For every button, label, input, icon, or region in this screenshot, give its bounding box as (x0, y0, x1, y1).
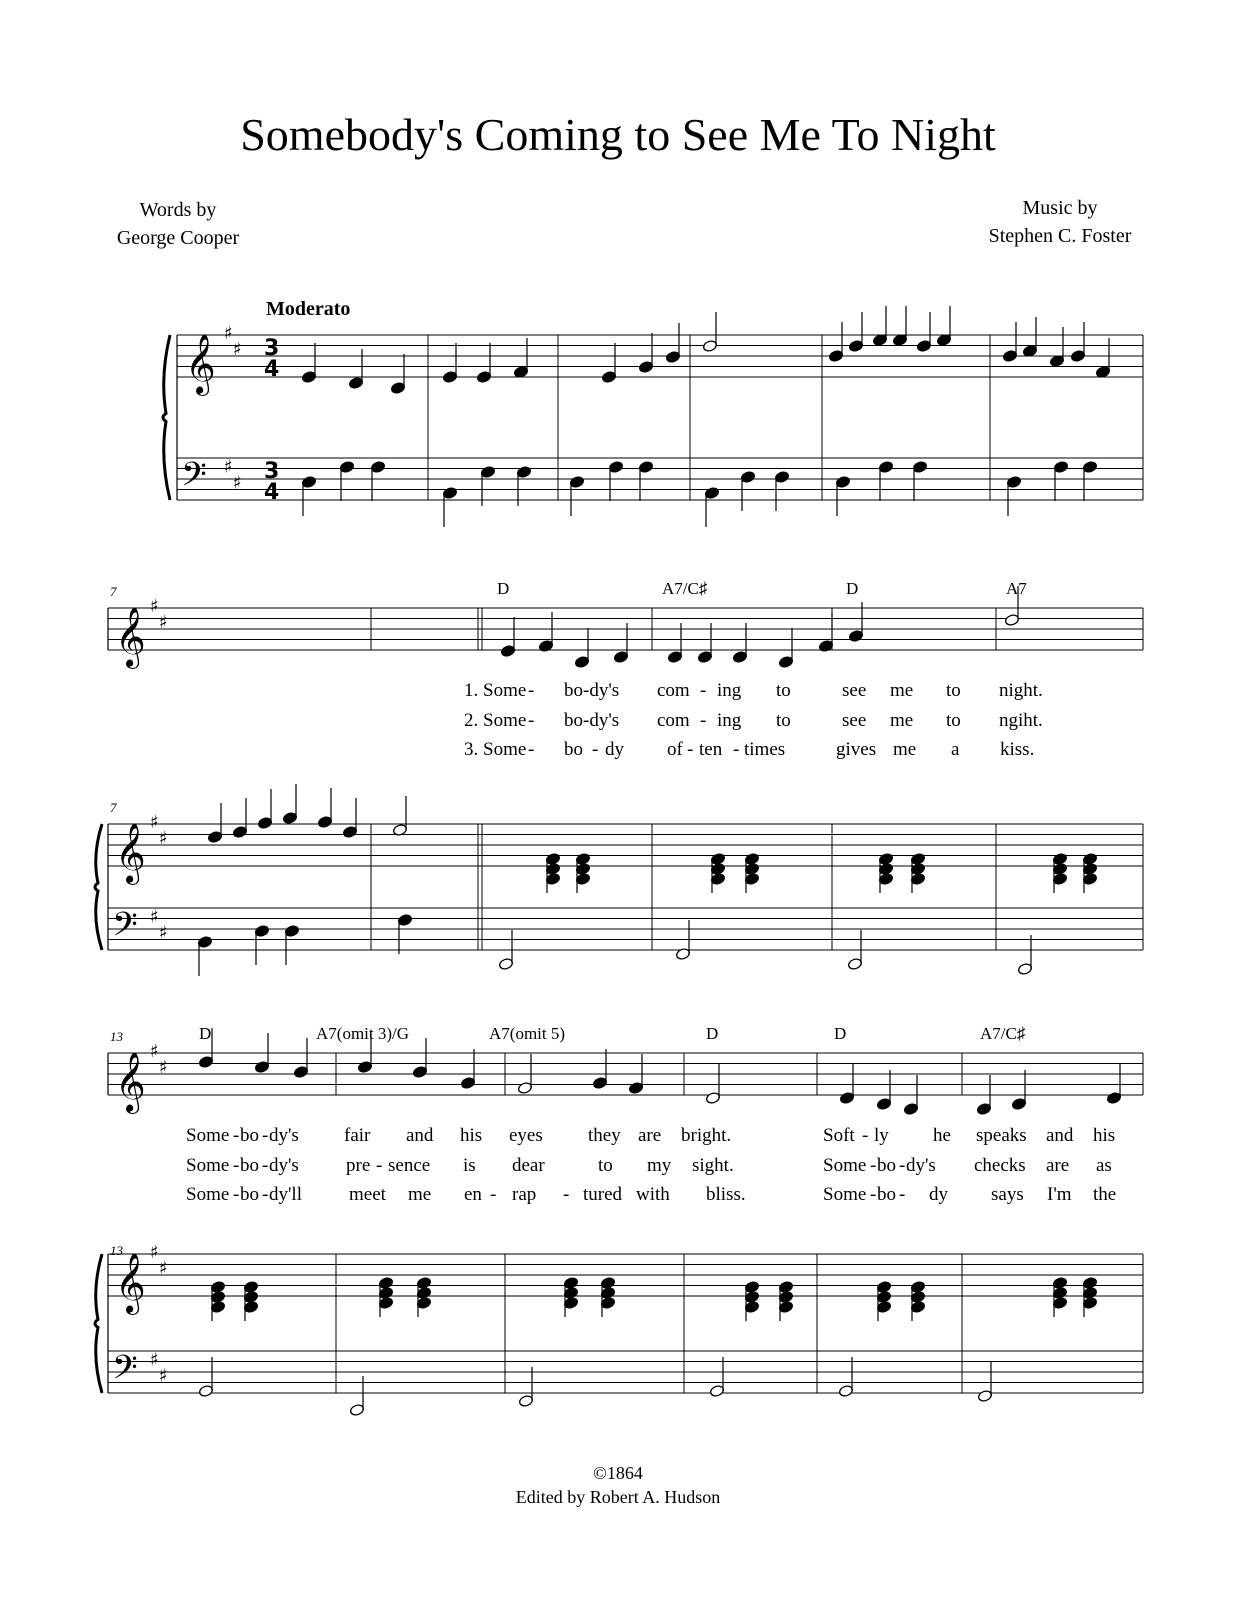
note-head (545, 852, 560, 865)
note-head (1052, 1276, 1067, 1289)
note-head (254, 924, 269, 937)
note-head (1082, 460, 1097, 473)
half-note (517, 1081, 532, 1094)
note-head (198, 1055, 213, 1068)
note-head (378, 1286, 393, 1299)
lyric-syllable: the (1093, 1184, 1117, 1205)
words-credit-label: Words by (139, 199, 217, 221)
note-head (613, 650, 628, 663)
note-head (243, 1290, 258, 1303)
note-head (197, 935, 212, 948)
sharp-sign: ♯ (150, 1041, 159, 1062)
lyric-syllable: see (842, 710, 867, 731)
lyric-syllable: to (776, 680, 791, 701)
note-head (412, 1065, 427, 1078)
half-note (847, 957, 862, 970)
lyric-syllable: are (638, 1125, 662, 1146)
note-head (563, 1286, 578, 1299)
lyric-hyphen: - (262, 1184, 269, 1205)
note-head (710, 872, 725, 885)
note-head (910, 872, 925, 885)
lyric-syllable: bo (240, 1184, 259, 1205)
note-head (575, 862, 590, 875)
lyric-syllable: bo (877, 1155, 896, 1176)
brace (95, 824, 102, 950)
sharp-sign: ♯ (159, 1365, 168, 1387)
note-head (257, 816, 272, 829)
lyric-hyphen: - (899, 1155, 906, 1176)
chord-symbol: D (199, 1024, 212, 1043)
treble-clef: 𝄞 (115, 607, 146, 667)
lyric-syllable: of (667, 739, 683, 760)
sharp-sign: ♯ (159, 612, 168, 633)
lyric-syllable: me (893, 739, 917, 760)
sharp-sign: ♯ (150, 1242, 159, 1263)
lyric-hyphen: - (376, 1155, 383, 1176)
note-head (818, 639, 833, 652)
sharp-sign: ♯ (150, 906, 159, 928)
lyric-hyphen: - (262, 1125, 269, 1146)
note-head (608, 460, 623, 473)
note-head (293, 1065, 308, 1078)
note-head (254, 1060, 269, 1073)
note-head (710, 862, 725, 875)
note-head (1082, 872, 1097, 885)
lyric-syllable: dy (929, 1184, 948, 1205)
lyric-syllable: is (463, 1155, 476, 1176)
note-head (910, 862, 925, 875)
brace (163, 335, 170, 500)
staff-lines (95, 335, 1143, 1393)
note-head (665, 350, 680, 363)
bass-clef: 𝄢 (112, 1349, 138, 1395)
note-head (835, 475, 850, 488)
lyric-syllable: I'm (1047, 1184, 1072, 1205)
chord-symbol: A7(omit 3)/G (316, 1024, 410, 1043)
lyric-hyphen: - (262, 1155, 269, 1176)
note-head (592, 1076, 607, 1089)
lyricist-name: George Cooper (116, 227, 240, 249)
lyric-hyphen: - (899, 1184, 906, 1205)
lyric-syllable: pre (346, 1155, 371, 1176)
lyric-syllable: dy's (906, 1155, 936, 1176)
note-head (1082, 862, 1097, 875)
note-head (910, 1300, 925, 1313)
lyric-syllable: to (946, 710, 961, 731)
note-head (378, 1276, 393, 1289)
note-head (348, 376, 363, 389)
note-head (207, 830, 222, 843)
copyright-year: ©1864 (593, 1463, 643, 1483)
note-head (600, 1276, 615, 1289)
lyric-syllable: to (946, 680, 961, 701)
note-head (876, 1290, 891, 1303)
note-head (878, 852, 893, 865)
sharp-sign: ♯ (159, 922, 168, 944)
half-note (675, 947, 690, 960)
note-head (232, 825, 247, 838)
note-head (357, 1060, 372, 1073)
lyric-syllable: dy (605, 739, 624, 760)
lyric-hyphen: - (862, 1125, 869, 1146)
lyric-syllable: rap (512, 1184, 537, 1205)
lyric-syllable: eyes (509, 1125, 543, 1146)
sharp-sign: ♯ (159, 1057, 168, 1078)
lyric-syllable: as (1096, 1155, 1112, 1176)
lyric-hyphen: - (528, 710, 535, 731)
lyric-syllable: bliss. (706, 1184, 746, 1205)
measure-number: 7 (110, 584, 117, 599)
note-head (744, 852, 759, 865)
note-head (744, 1290, 759, 1303)
lyric-syllable: en (464, 1184, 482, 1205)
note-head (778, 1280, 793, 1293)
note-head (878, 862, 893, 875)
note-head (282, 811, 297, 824)
lyric-syllable: com (657, 710, 690, 731)
note-head (910, 852, 925, 865)
half-note (709, 1384, 724, 1397)
note-head (563, 1276, 578, 1289)
lyric-syllable: bo-dy's (564, 680, 620, 701)
note-head (1052, 852, 1067, 865)
editor-credit: Edited by Robert A. Hudson (515, 1487, 721, 1507)
note-head (1082, 852, 1097, 865)
chord-symbol: A7 (1006, 579, 1027, 598)
note-head (480, 465, 495, 478)
lyric-syllable: ngiht. (999, 710, 1043, 731)
lyric-syllable: says (991, 1184, 1024, 1205)
note-head (342, 825, 357, 838)
note-head (569, 475, 584, 488)
lyric-hyphen: - (870, 1184, 877, 1205)
note-head (1070, 349, 1085, 362)
lyric-hyphen: - (233, 1155, 240, 1176)
lyric-syllable: bo (564, 739, 583, 760)
lyric-syllable: meet (349, 1184, 386, 1205)
time-sig-bottom: 4 (264, 357, 280, 382)
lyric-syllable: and (406, 1125, 434, 1146)
lyric-syllable: his (1093, 1125, 1116, 1146)
lyric-syllable: he (933, 1125, 951, 1146)
half-note (838, 1384, 853, 1397)
note-head (876, 1300, 891, 1313)
note-head (575, 852, 590, 865)
sharp-sign: ♯ (150, 1349, 159, 1371)
note-head (778, 655, 793, 668)
note-head (848, 629, 863, 642)
music-symbols (112, 323, 279, 1395)
note-head (848, 339, 863, 352)
note-head (704, 486, 719, 499)
lyric-syllable: dy's (269, 1155, 299, 1176)
note-head (1052, 872, 1067, 885)
lyric-hyphen: - (563, 1184, 570, 1205)
lyric-hyphen: - (870, 1155, 877, 1176)
chord-symbol: A7/C♯ (980, 1024, 1026, 1043)
note-head (1011, 1097, 1026, 1110)
half-note (1004, 613, 1019, 626)
lyric-hyphen: - (528, 739, 535, 760)
lyric-syllable: Some (186, 1125, 230, 1146)
note-head (397, 913, 412, 926)
chord-symbol: D (706, 1024, 719, 1043)
song-title: Somebody's Coming to See Me To Night (240, 109, 996, 160)
lyric-syllable: dy'll (269, 1184, 302, 1205)
note-head (538, 639, 553, 652)
lyric-syllable: speaks (976, 1125, 1027, 1146)
note-head (500, 644, 515, 657)
lyric-syllable: ing (717, 680, 742, 701)
tempo-marking: Moderato (266, 298, 351, 320)
note-head (1052, 1296, 1067, 1309)
lyric-syllable: 1. Some (464, 680, 527, 701)
chord-symbol: D (834, 1024, 847, 1043)
note-head (442, 370, 457, 383)
lyric-syllable: dear (512, 1155, 545, 1176)
lyric-syllable: ten (699, 739, 723, 760)
lyric-syllable: bo (877, 1184, 896, 1205)
sharp-sign: ♯ (224, 456, 233, 478)
time-sig-top: 3 (264, 336, 280, 361)
lyric-syllable: Some (823, 1184, 867, 1205)
chord-symbol: D (846, 579, 859, 598)
lyric-syllable: night. (999, 680, 1043, 701)
lyric-syllable: a (951, 739, 960, 760)
sharp-sign: ♯ (150, 596, 159, 617)
note-head (284, 924, 299, 937)
note-head (442, 486, 457, 499)
notes (197, 306, 1121, 1417)
sharp-sign: ♯ (233, 472, 242, 494)
lyric-syllable: to (776, 710, 791, 731)
half-note (1017, 962, 1032, 975)
half-note (705, 1091, 720, 1104)
note-head (1082, 1286, 1097, 1299)
sharp-sign: ♯ (233, 339, 242, 360)
note-head (601, 370, 616, 383)
lyric-hyphen: - (700, 680, 707, 701)
note-head (574, 655, 589, 668)
note-head (876, 1097, 891, 1110)
bass-clef: 𝄢 (112, 906, 138, 952)
note-head (301, 475, 316, 488)
lyric-syllable: to (598, 1155, 613, 1176)
note-head (976, 1102, 991, 1115)
lyric-syllable: bo (240, 1155, 259, 1176)
note-head (563, 1296, 578, 1309)
lyric-syllable: bo (240, 1125, 259, 1146)
half-note (498, 957, 513, 970)
lyric-syllable: Some (186, 1184, 230, 1205)
half-note (977, 1389, 992, 1402)
lyric-hyphen: - (700, 710, 707, 731)
note-head (1106, 1091, 1121, 1104)
note-head (545, 872, 560, 885)
note-head (667, 650, 682, 663)
note-head (744, 1280, 759, 1293)
note-head (876, 1280, 891, 1293)
lyric-syllable: me (890, 680, 914, 701)
note-head (210, 1280, 225, 1293)
note-head (476, 370, 491, 383)
sharp-sign: ♯ (159, 1258, 168, 1279)
lyric-hyphen: - (528, 680, 535, 701)
note-head (910, 1280, 925, 1293)
lyric-syllable: ly (874, 1125, 889, 1146)
note-head (638, 460, 653, 473)
note-head (774, 470, 789, 483)
treble-clef: 𝄞 (185, 334, 216, 394)
note-head (390, 381, 405, 394)
half-note (518, 1394, 533, 1407)
note-head (916, 339, 931, 352)
note-head (1006, 475, 1021, 488)
lyric-syllable: checks (974, 1155, 1026, 1176)
note-head (1053, 460, 1068, 473)
lyric-syllable: and (1046, 1125, 1074, 1146)
note-head (638, 360, 653, 373)
lyric-syllable: my (647, 1155, 672, 1176)
note-head (243, 1280, 258, 1293)
sharp-sign: ♯ (150, 812, 159, 833)
note-head (545, 862, 560, 875)
note-head (600, 1296, 615, 1309)
lyric-hyphen: - (490, 1184, 497, 1205)
composer-name: Stephen C. Foster (988, 225, 1132, 247)
treble-clef: 𝄞 (115, 1253, 146, 1313)
lyric-hyphen: - (733, 739, 740, 760)
note-head (740, 470, 755, 483)
lyric-syllable: with (636, 1184, 670, 1205)
note-head (910, 1290, 925, 1303)
lyric-syllable: sence (388, 1155, 431, 1176)
half-note (198, 1384, 213, 1397)
note-head (710, 852, 725, 865)
lyric-syllable: 3. Some (464, 739, 527, 760)
brace (95, 1254, 102, 1393)
lyric-syllable: bo-dy's (564, 710, 620, 731)
lyric-syllable: they (588, 1125, 621, 1146)
lyric-hyphen: - (233, 1125, 240, 1146)
sharp-sign: ♯ (224, 323, 233, 344)
lyric-hyphen: - (687, 739, 694, 760)
note-head (778, 1290, 793, 1303)
note-head (301, 370, 316, 383)
chord-symbol: A7(omit 5) (489, 1024, 566, 1043)
note-head (243, 1300, 258, 1313)
lyric-syllable: Some (186, 1155, 230, 1176)
note-head (778, 1300, 793, 1313)
treble-clef: 𝄞 (115, 823, 146, 883)
note-head (1052, 862, 1067, 875)
measure-number: 13 (110, 1243, 123, 1258)
lyric-syllable: Some (823, 1155, 867, 1176)
lyric-syllable: Soft (823, 1125, 855, 1146)
lyric-syllable: com (657, 680, 690, 701)
note-head (370, 460, 385, 473)
lyric-syllable: see (842, 680, 867, 701)
note-head (210, 1300, 225, 1313)
note-head (339, 460, 354, 473)
note-head (600, 1286, 615, 1299)
note-head (416, 1286, 431, 1299)
music-credit-label: Music by (1022, 197, 1098, 219)
lyric-syllable: times (744, 739, 786, 760)
lyric-syllable: me (408, 1184, 432, 1205)
lyric-hyphen: - (592, 739, 599, 760)
lyric-syllable: fair (344, 1125, 371, 1146)
note-head (878, 460, 893, 473)
lyric-syllable: 2. Some (464, 710, 527, 731)
note-head (744, 862, 759, 875)
note-head (744, 1300, 759, 1313)
note-head (460, 1076, 475, 1089)
note-head (903, 1102, 918, 1115)
bass-clef: 𝄢 (181, 456, 207, 502)
note-head (697, 650, 712, 663)
lyric-syllable: gives (836, 739, 877, 760)
lyric-syllable: kiss. (1000, 739, 1035, 760)
note-head (732, 650, 747, 663)
lyric-hyphen: - (233, 1184, 240, 1205)
note-head (1082, 1276, 1097, 1289)
sharp-sign: ♯ (159, 828, 168, 849)
lyric-syllable: dy's (269, 1125, 299, 1146)
note-head (828, 349, 843, 362)
note-head (839, 1091, 854, 1104)
note-head (878, 872, 893, 885)
note-head (416, 1276, 431, 1289)
half-note (702, 339, 717, 352)
note-head (317, 815, 332, 828)
note-head (416, 1296, 431, 1309)
lyric-syllable: sight. (692, 1155, 734, 1176)
lyric-syllable: ing (717, 710, 742, 731)
treble-clef: 𝄞 (115, 1052, 146, 1112)
note-head (1052, 1286, 1067, 1299)
half-note (349, 1403, 364, 1416)
lyric-syllable: tured (583, 1184, 623, 1205)
lyric-syllable: are (1046, 1155, 1070, 1176)
note-head (628, 1081, 643, 1094)
note-head (575, 872, 590, 885)
time-sig-top: 3 (264, 459, 280, 484)
note-head (1002, 349, 1017, 362)
note-head (912, 460, 927, 473)
measure-number: 7 (110, 800, 117, 815)
lyric-syllable: me (890, 710, 914, 731)
note-head (744, 872, 759, 885)
chord-symbol: D (497, 579, 510, 598)
measure-number: 13 (110, 1029, 123, 1044)
note-head (516, 465, 531, 478)
chord-symbol: A7/C♯ (662, 579, 708, 598)
lyric-syllable: bright. (681, 1125, 732, 1146)
time-sig-bottom: 4 (264, 480, 280, 505)
note-head (378, 1296, 393, 1309)
note-head (1082, 1296, 1097, 1309)
lyric-syllable: his (460, 1125, 483, 1146)
note-head (210, 1290, 225, 1303)
